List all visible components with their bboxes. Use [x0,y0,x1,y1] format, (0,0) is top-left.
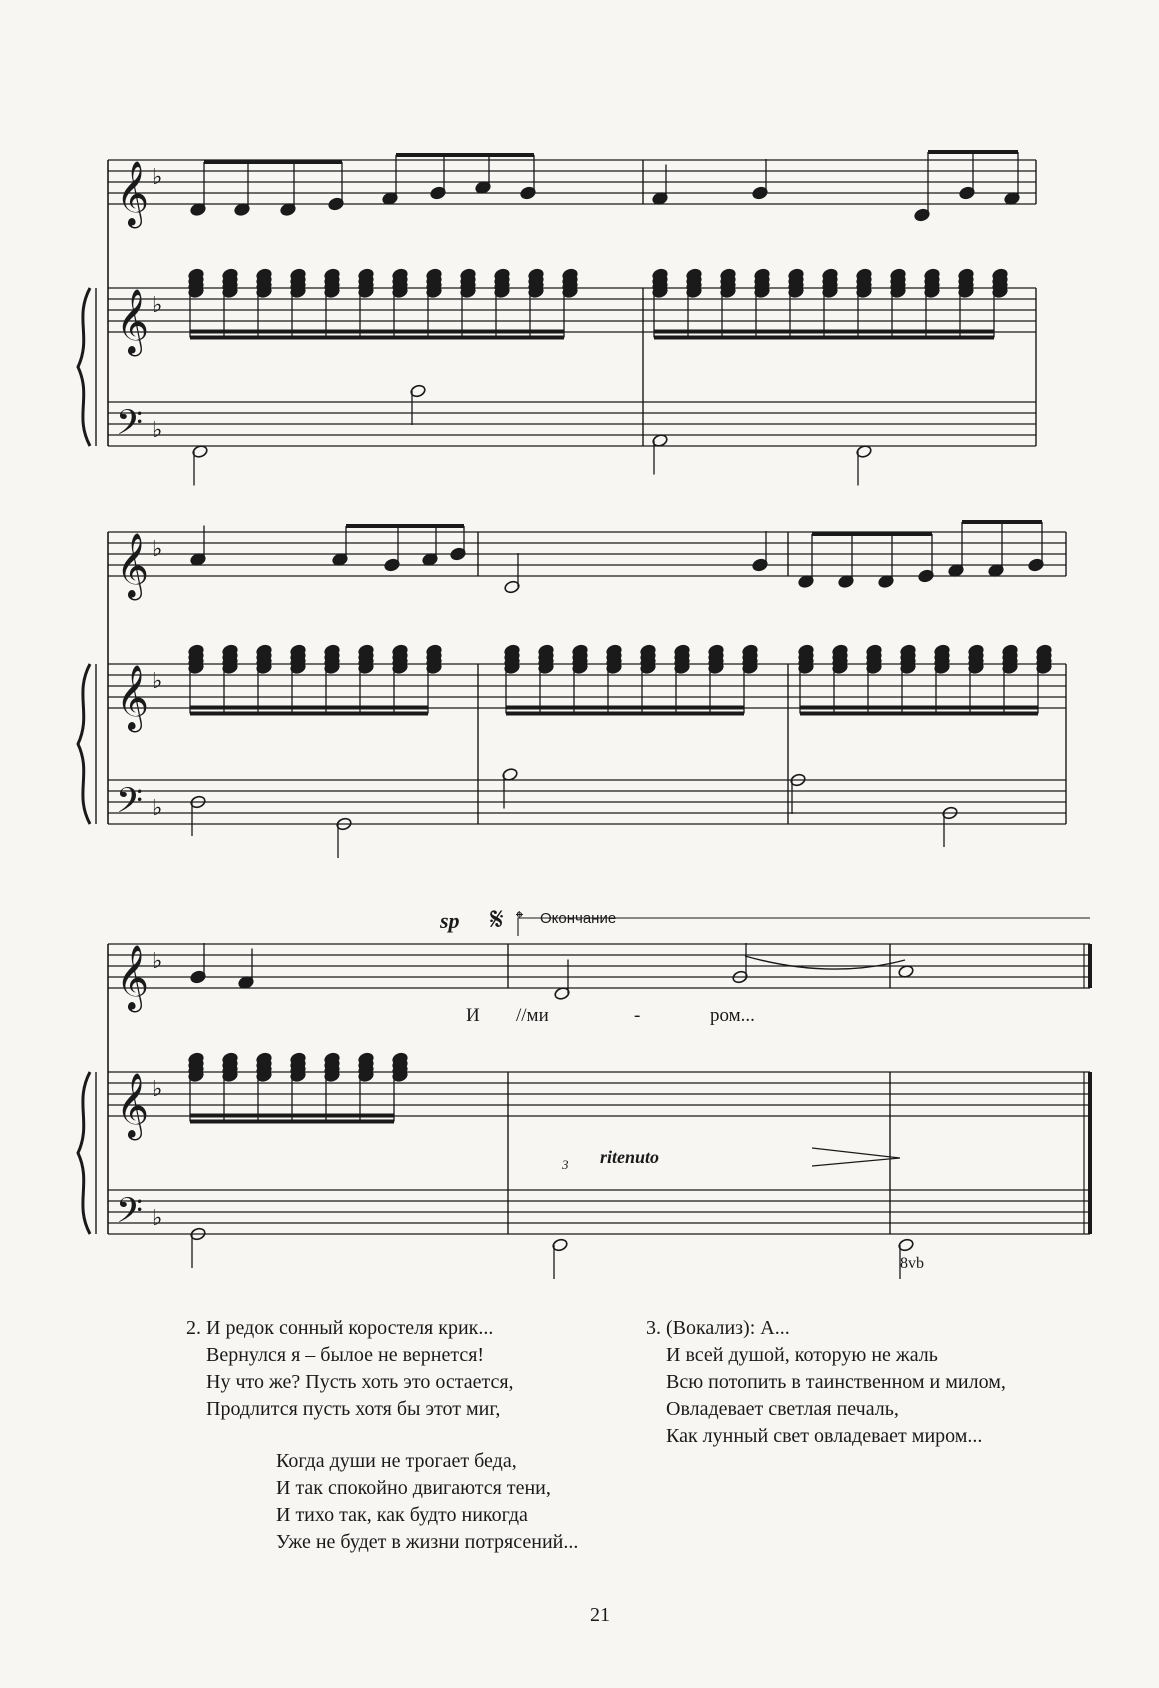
flat-icon: ♭ [152,293,163,319]
segno-sign: 𝄋 [490,901,504,937]
piano-brace [78,664,90,824]
verse-line: Вернулся я – былое не вернется! [206,1344,485,1366]
treble-clef-icon: 𝄞 [116,289,150,354]
treble-clef-icon: 𝄞 [116,533,150,598]
bass-clef-icon: 𝄢 [116,1190,144,1239]
verse-2 [186,1315,514,1423]
flat-icon: ♭ [152,1206,163,1232]
verse-2-continuation [276,1448,578,1556]
bass-clef-icon: 𝄢 [116,780,144,829]
page-number: 21 [590,1604,610,1626]
triplet-number: 3 [562,1157,569,1172]
lyric-syllable: ром... [710,1005,755,1026]
lyric-syllable: - [634,1005,641,1026]
hairpin-decrescendo [812,1148,900,1166]
flat-icon: ♭ [152,537,163,563]
flat-icon: ♭ [152,1077,163,1103]
bass-clef-icon: 𝄢 [116,402,144,451]
dynamic-marking: sp [440,908,460,933]
coda-sign: 𝄌 [516,908,523,930]
treble-clef-icon: 𝄞 [116,945,150,1010]
flat-icon: ♭ [152,669,163,695]
flat-icon: ♭ [152,949,163,975]
verse-line: Как лунный свет овладевает миром... [666,1425,983,1447]
verse-line: И так спокойно двигаются тени, [276,1477,551,1499]
flat-icon: ♭ [152,165,163,191]
verse-3 [646,1315,1006,1450]
tempo-marking: ritenuto [600,1147,660,1167]
verse-line: Уже не будет в жизни потрясений... [276,1531,579,1553]
tie-curve [745,956,905,969]
treble-clef-icon: 𝄞 [116,1073,150,1138]
ending-label: Окончание [540,910,617,927]
verse-line: Ну что же? Пусть хоть это остается, [206,1371,514,1393]
verse-line: 3. (Вокализ): А... [646,1317,790,1339]
treble-clef-icon: 𝄞 [116,665,150,730]
flat-icon: ♭ [152,418,163,444]
verse-line: Продлится пусть хотя бы этот миг, [206,1398,501,1420]
flat-icon: ♭ [152,796,163,822]
verse-line: И тихо так, как будто никогда [276,1504,528,1526]
ottava-marking: 8vb [900,1255,924,1272]
treble-clef-icon: 𝄞 [116,161,150,226]
lyric-syllable: //ми [516,1005,549,1026]
piano-brace [78,1072,90,1234]
verse-line: И всей душой, которую не жаль [666,1344,938,1366]
verse-line: Когда души не трогает беда, [276,1450,517,1472]
lyric-syllable: И [466,1005,480,1026]
verse-line: 2. И редок сонный коростеля крик... [186,1317,494,1339]
verse-line: Овладевает светлая печаль, [666,1398,899,1420]
piano-brace [78,288,90,446]
verse-line: Всю потопить в таинственном и милом, [666,1371,1006,1393]
